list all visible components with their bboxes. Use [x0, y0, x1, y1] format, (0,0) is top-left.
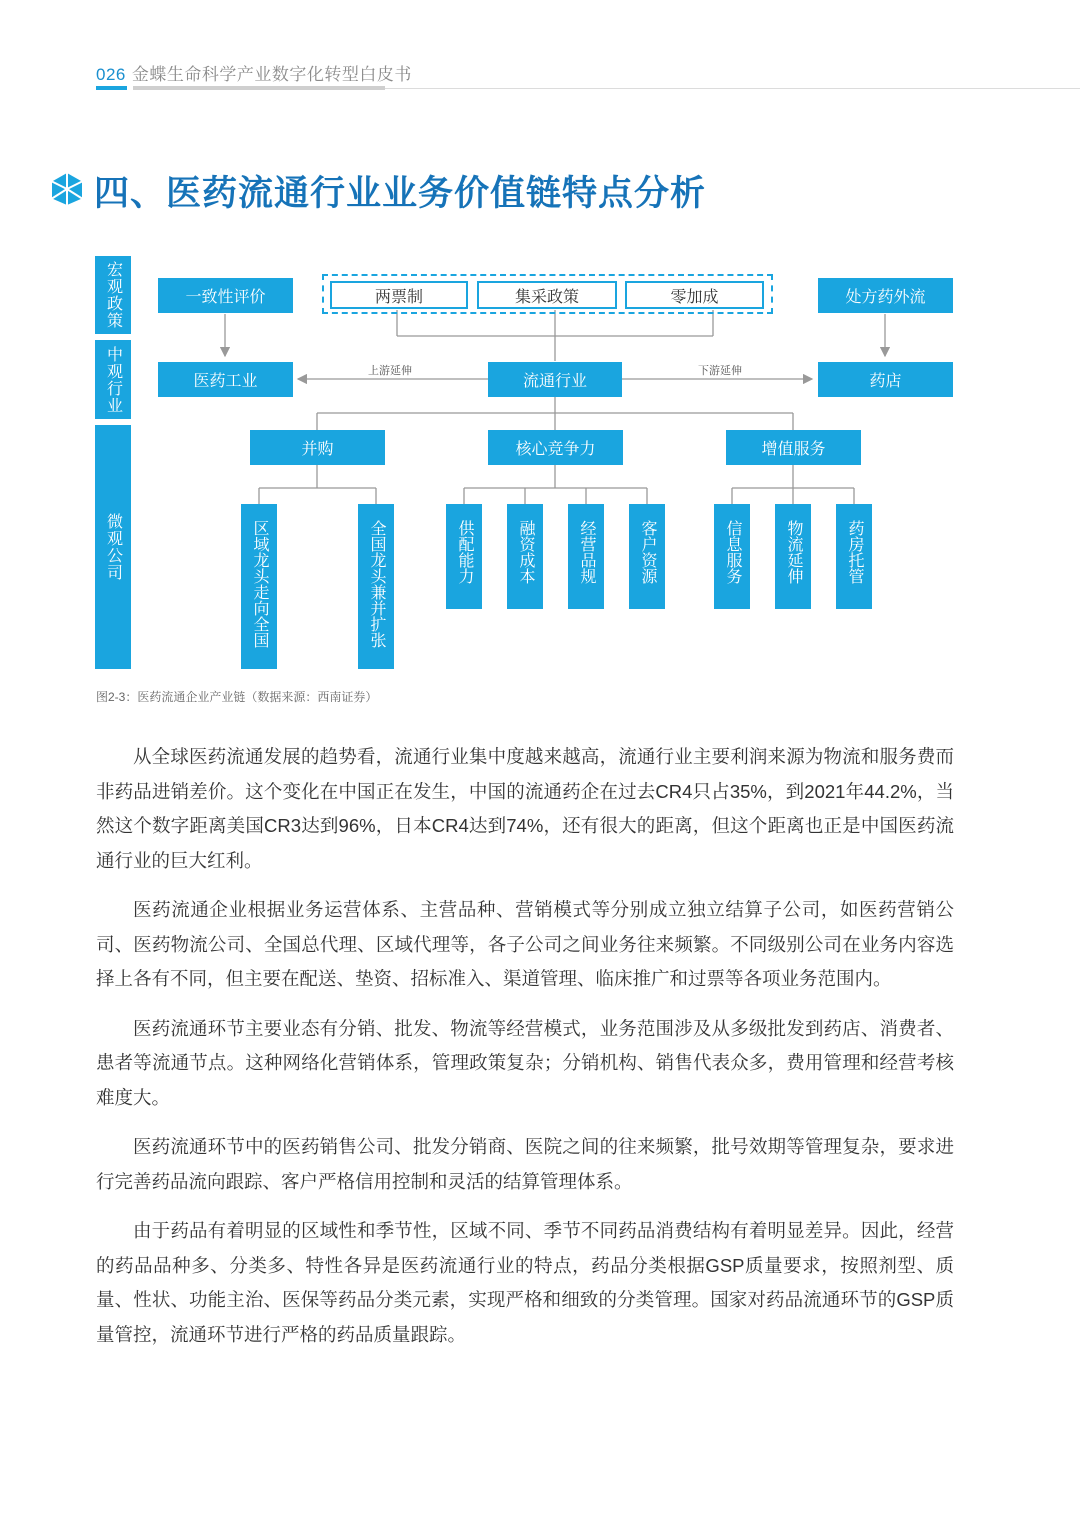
- paragraph: 由于药品有着明显的区域性和季节性，区域不同、季节不同药品消费结构有着明显差异。因此，经营的药品品种多、分类多、特性各异是医药流通行业的特点，药品分类根据GSP质量要求，按照剂型、质量、性状、功能主治、医保等药品分类元素，实现严格和细致的分类管理。国家对药品流通环节的GSP质量管控，流通环节进行严格的药品质量跟踪。: [96, 1220, 954, 1345]
- leaf-regional-leader: 区域龙头走向全国: [241, 504, 277, 669]
- node-pharma-industry: 医药工业: [158, 362, 293, 397]
- figure-caption: 图2-3：医药流通企业产业链（数据来源：西南证券）: [96, 690, 378, 704]
- paragraph: 医药流通环节中的医药销售公司、批发分销商、医院之间的往来频繁，批号效期等管理复杂，要求进行完善药品流向跟踪、客户严格信用控制和灵活的结算管理体系。: [96, 1136, 954, 1192]
- section-title: 四、医药流通行业业务价值链特点分析: [94, 174, 707, 213]
- node-zero-markup: 零加成: [625, 281, 764, 309]
- level-label-meso: 中观行业: [95, 340, 131, 419]
- paragraph: 医药流通环节主要业态有分销、批发、物流等经营模式，业务范围涉及从多级批发到药店、消费者、患者等流通节点。这种网络化营销体系，管理政策复杂；分销机构、销售代表众多，费用管理和经营考核难度大。: [96, 1017, 954, 1108]
- level-label-macro: 宏观政策: [95, 256, 131, 334]
- leaf-national-leader: 全国龙头兼并扩张: [358, 504, 394, 669]
- node-core-competence: 核心竞争力: [488, 430, 623, 465]
- node-pharmacy: 药店: [818, 362, 953, 397]
- leaf-supply-capability: 供配能力: [446, 504, 482, 609]
- page-number: 026: [96, 65, 126, 84]
- node-value-added-services: 增值服务: [726, 430, 861, 465]
- leaf-financing-cost: 融资成本: [507, 504, 543, 609]
- leaf-pharmacy-hosting: 药房托管: [836, 504, 872, 609]
- node-prescription-outflow: 处方药外流: [818, 278, 953, 313]
- leaf-product-range: 经营品规: [568, 504, 604, 609]
- paragraph: 医药流通企业根据业务运营体系、主营品种、营销模式等分别成立独立结算子公司，如医药营销公司、医药物流公司、全国总代理、区域代理等，各子公司之间业务往来频繁。不同级别公司在业务内容选择上各有不同，但主要在配送、垫资、招标准入、渠道管理、临床推广和过票等各项业务范围内。: [96, 899, 954, 989]
- upstream-label: 上游延伸: [368, 365, 412, 377]
- downstream-label: 下游延伸: [698, 365, 742, 377]
- leaf-information-services: 信息服务: [714, 504, 750, 609]
- level-label-micro: 微观公司: [95, 425, 131, 669]
- value-chain-diagram: [0, 0, 1080, 700]
- document-title: 金蝶生命科学产业数字化转型白皮书: [131, 65, 412, 84]
- node-consistency-evaluation: 一致性评价: [158, 278, 293, 313]
- node-two-invoice-policy: 两票制: [330, 281, 468, 309]
- node-procurement-policy: 集采政策: [477, 281, 617, 309]
- leaf-customer-resources: 客户资源: [629, 504, 665, 609]
- node-distribution-industry: 流通行业: [488, 362, 622, 397]
- paragraph: 从全球医药流通发展的趋势看，流通行业集中度越来越高，流通行业主要利润来源为物流和服务费而非药品进销差价。这个变化在中国正在发生，中国的流通药企在过去CR4只占35%，到2021年44.2%，当然这个数字距离美国CR3达到96%，日本CR4达到74%，还有很大的距离，但这个距离也正是中国医药流通行业的巨大红利。: [96, 746, 954, 871]
- node-mergers: 并购: [250, 430, 385, 465]
- leaf-logistics-extension: 物流延伸: [775, 504, 811, 609]
- body-text: [96, 740, 954, 1367]
